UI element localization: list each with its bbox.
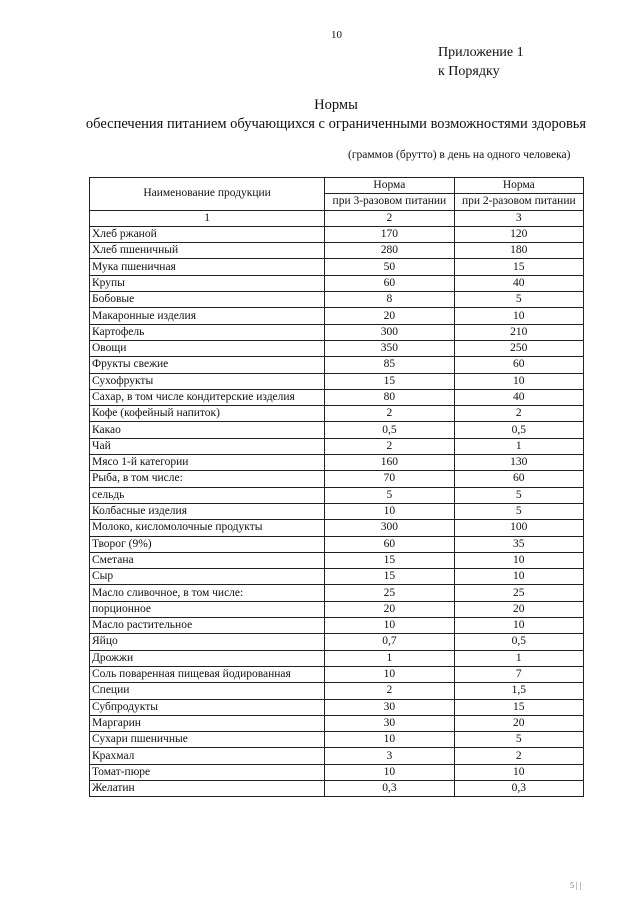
norm-3-meals-cell: 10: [325, 732, 454, 748]
header-row: [90, 178, 584, 194]
product-name-cell: Чай: [90, 438, 325, 454]
norm-3-meals-cell: 15: [325, 569, 454, 585]
product-name-cell: Желатин: [90, 780, 325, 796]
norm-3-meals-cell: 60: [325, 275, 454, 291]
table-row: [90, 748, 584, 764]
table-row: [90, 373, 584, 389]
table-row: [90, 732, 584, 748]
table-row: [90, 618, 584, 634]
product-name-cell: Колбасные изделия: [90, 503, 325, 519]
table-row: [90, 520, 584, 536]
document-title: [0, 96, 640, 134]
column-number-1: 1: [90, 210, 325, 226]
page-number: 10: [331, 29, 342, 41]
norm-3-meals-cell: 300: [325, 520, 454, 536]
product-name-cell: Масло растительное: [90, 618, 325, 634]
norm-2-meals-cell: 250: [454, 340, 583, 356]
product-name-cell: Творог (9%): [90, 536, 325, 552]
norm-2-meals-cell: 20: [454, 715, 583, 731]
norm-2-meals-cell: 0,5: [454, 634, 583, 650]
norm-3-meals-cell: 10: [325, 764, 454, 780]
header-norm-3: Норма: [325, 178, 454, 194]
norm-3-meals-cell: 1: [325, 650, 454, 666]
product-name-cell: сельдь: [90, 487, 325, 503]
table-row: [90, 780, 584, 796]
norm-3-meals-cell: 20: [325, 308, 454, 324]
norm-2-meals-cell: 10: [454, 552, 583, 568]
norm-2-meals-cell: 5: [454, 732, 583, 748]
table-row: [90, 569, 584, 585]
table-row: [90, 438, 584, 454]
norm-2-meals-cell: 120: [454, 226, 583, 242]
norm-2-meals-cell: 40: [454, 389, 583, 405]
product-name-cell: Рыба, в том числе:: [90, 471, 325, 487]
norm-2-meals-cell: 20: [454, 601, 583, 617]
norm-3-meals-cell: 5: [325, 487, 454, 503]
table-row: [90, 585, 584, 601]
norm-3-meals-cell: 85: [325, 357, 454, 373]
header-norm-2: Норма: [454, 178, 583, 194]
norm-3-meals-cell: 30: [325, 699, 454, 715]
product-name-cell: Мука пшеничная: [90, 259, 325, 275]
norm-3-meals-cell: 10: [325, 666, 454, 682]
product-name-cell: Бобовые: [90, 292, 325, 308]
table-row: [90, 683, 584, 699]
norm-3-meals-cell: 70: [325, 471, 454, 487]
table-row: [90, 389, 584, 405]
units-note: (граммов (брутто) в день на одного человека): [348, 149, 571, 161]
table-row: [90, 601, 584, 617]
product-name-cell: Сыр: [90, 569, 325, 585]
norm-2-meals-cell: 10: [454, 373, 583, 389]
norm-3-meals-cell: 10: [325, 618, 454, 634]
table-row: [90, 292, 584, 308]
column-number-2: 2: [325, 210, 454, 226]
norm-2-meals-cell: 5: [454, 503, 583, 519]
norm-3-meals-cell: 160: [325, 455, 454, 471]
product-name-cell: Томат-пюре: [90, 764, 325, 780]
norm-3-meals-cell: 30: [325, 715, 454, 731]
product-name-cell: Субпродукты: [90, 699, 325, 715]
norm-3-meals-cell: 8: [325, 292, 454, 308]
product-name-cell: Яйцо: [90, 634, 325, 650]
product-name-cell: Масло сливочное, в том числе:: [90, 585, 325, 601]
product-name-cell: Сметана: [90, 552, 325, 568]
product-name-cell: Какао: [90, 422, 325, 438]
norm-2-meals-cell: 1: [454, 650, 583, 666]
norm-3-meals-cell: 0,3: [325, 780, 454, 796]
table-row: [90, 275, 584, 291]
norm-3-meals-cell: 10: [325, 503, 454, 519]
norm-2-meals-cell: 180: [454, 243, 583, 259]
header-product-name: Наименование продукции: [90, 178, 325, 211]
product-name-cell: Соль поваренная пищевая йодированная: [90, 666, 325, 682]
norm-3-meals-cell: 15: [325, 373, 454, 389]
product-name-cell: Крахмал: [90, 748, 325, 764]
appendix-heading: [438, 43, 524, 81]
norm-2-meals-cell: 40: [454, 275, 583, 291]
table-row: [90, 634, 584, 650]
norm-3-meals-cell: 20: [325, 601, 454, 617]
norm-3-meals-cell: 0,7: [325, 634, 454, 650]
norm-2-meals-cell: 60: [454, 471, 583, 487]
table-row: [90, 422, 584, 438]
appendix-line2: к Порядку: [438, 64, 500, 79]
product-name-cell: Специи: [90, 683, 325, 699]
product-name-cell: Овощи: [90, 340, 325, 356]
product-name-cell: Макаронные изделия: [90, 308, 325, 324]
table-row: [90, 226, 584, 242]
product-name-cell: Кофе (кофейный напиток): [90, 406, 325, 422]
table-row: [90, 324, 584, 340]
table-row: [90, 536, 584, 552]
norm-2-meals-cell: 100: [454, 520, 583, 536]
norm-2-meals-cell: 15: [454, 259, 583, 275]
norm-3-meals-cell: 80: [325, 389, 454, 405]
product-name-cell: Сахар, в том числе кондитерские изделия: [90, 389, 325, 405]
product-name-cell: Сухари пшеничные: [90, 732, 325, 748]
product-name-cell: Хлеб пшеничный: [90, 243, 325, 259]
product-name-cell: Маргарин: [90, 715, 325, 731]
norms-table: [89, 177, 584, 797]
product-name-cell: Дрожжи: [90, 650, 325, 666]
norm-2-meals-cell: 10: [454, 618, 583, 634]
norm-2-meals-cell: 35: [454, 536, 583, 552]
norm-2-meals-cell: 25: [454, 585, 583, 601]
table-row: [90, 308, 584, 324]
norm-3-meals-cell: 3: [325, 748, 454, 764]
product-name-cell: Картофель: [90, 324, 325, 340]
norms-table-body: [90, 226, 584, 796]
norm-2-meals-cell: 60: [454, 357, 583, 373]
title-line1: Нормы: [314, 97, 358, 113]
norm-3-meals-cell: 25: [325, 585, 454, 601]
table-row: [90, 699, 584, 715]
norm-3-meals-cell: 2: [325, 438, 454, 454]
product-name-cell: Молоко, кисломолочные продукты: [90, 520, 325, 536]
product-name-cell: Фрукты свежие: [90, 357, 325, 373]
header-2-meals: при 2-разовом питании: [454, 194, 583, 210]
norm-2-meals-cell: 130: [454, 455, 583, 471]
norm-2-meals-cell: 10: [454, 569, 583, 585]
table-row: [90, 471, 584, 487]
norm-3-meals-cell: 50: [325, 259, 454, 275]
table-row: [90, 259, 584, 275]
corner-mark: 5 | |: [570, 881, 582, 890]
table-row: [90, 243, 584, 259]
norm-2-meals-cell: 5: [454, 487, 583, 503]
norm-3-meals-cell: 350: [325, 340, 454, 356]
norm-2-meals-cell: 1,5: [454, 683, 583, 699]
table-row: [90, 455, 584, 471]
norm-2-meals-cell: 2: [454, 748, 583, 764]
norm-3-meals-cell: 0,5: [325, 422, 454, 438]
table-row: [90, 715, 584, 731]
norm-3-meals-cell: 280: [325, 243, 454, 259]
table-row: [90, 764, 584, 780]
column-number-3: 3: [454, 210, 583, 226]
column-numbering-row: [90, 210, 584, 226]
title-line2: обеспечения питанием обучающихся с ограниченными возможностями здоровья: [85, 116, 587, 132]
table-row: [90, 650, 584, 666]
table-row: [90, 406, 584, 422]
norm-3-meals-cell: 300: [325, 324, 454, 340]
header-3-meals: при 3-разовом питании: [325, 194, 454, 210]
norm-2-meals-cell: 5: [454, 292, 583, 308]
norm-2-meals-cell: 210: [454, 324, 583, 340]
table-row: [90, 552, 584, 568]
table-row: [90, 357, 584, 373]
norm-2-meals-cell: 15: [454, 699, 583, 715]
norm-2-meals-cell: 1: [454, 438, 583, 454]
norm-3-meals-cell: 2: [325, 683, 454, 699]
norm-2-meals-cell: 0,5: [454, 422, 583, 438]
appendix-line1: Приложение 1: [438, 45, 524, 60]
table-row: [90, 503, 584, 519]
norm-2-meals-cell: 0,3: [454, 780, 583, 796]
norm-2-meals-cell: 10: [454, 764, 583, 780]
table-row: [90, 666, 584, 682]
table-row: [90, 340, 584, 356]
norm-3-meals-cell: 15: [325, 552, 454, 568]
norm-2-meals-cell: 7: [454, 666, 583, 682]
norm-3-meals-cell: 170: [325, 226, 454, 242]
product-name-cell: Сухофрукты: [90, 373, 325, 389]
product-name-cell: Мясо 1-й категории: [90, 455, 325, 471]
product-name-cell: Крупы: [90, 275, 325, 291]
norm-3-meals-cell: 2: [325, 406, 454, 422]
table-row: [90, 487, 584, 503]
product-name-cell: Хлеб ржаной: [90, 226, 325, 242]
product-name-cell: порционное: [90, 601, 325, 617]
norm-2-meals-cell: 2: [454, 406, 583, 422]
norm-3-meals-cell: 60: [325, 536, 454, 552]
norm-2-meals-cell: 10: [454, 308, 583, 324]
